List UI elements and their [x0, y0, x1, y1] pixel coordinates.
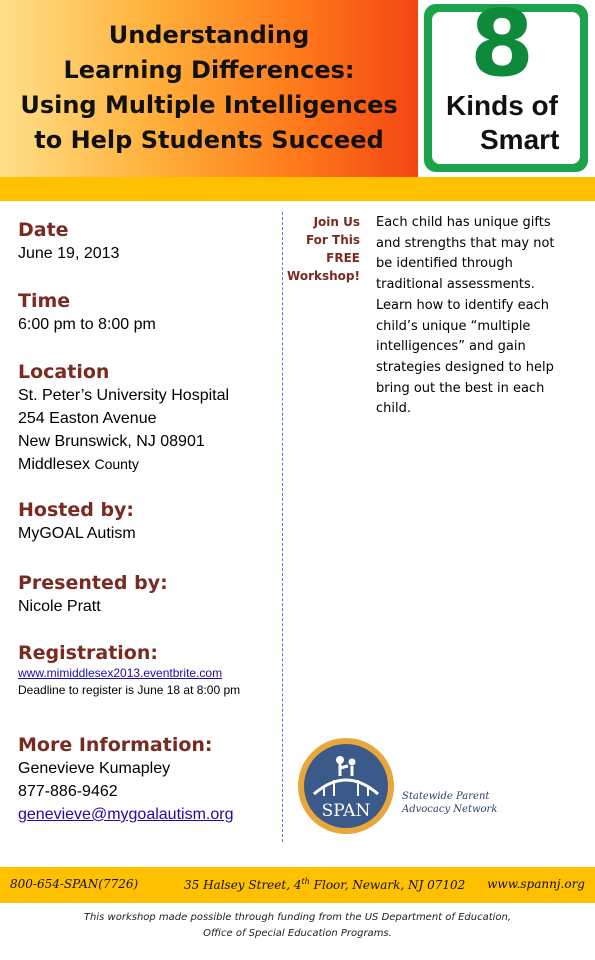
span-name-line1: Statewide Parent — [402, 791, 490, 802]
registration-section — [18, 641, 280, 699]
title-line: to Help Students Succeed — [34, 126, 384, 154]
join-line: For This — [305, 233, 360, 247]
footer-phone: 800-654-SPAN(7726) — [10, 877, 139, 891]
top-divider-band — [0, 177, 595, 201]
span-name-line2: Advocacy Network — [402, 804, 498, 815]
location-line: St. Peter’s University Hospital — [18, 387, 230, 404]
contact-footer — [0, 867, 595, 903]
kinds-of-smart-logo — [418, 0, 595, 177]
time-value: 6:00 pm to 8:00 pm — [18, 316, 156, 333]
presented-label: Presented by: — [18, 572, 168, 594]
join-callout — [284, 213, 360, 285]
date-value: June 19, 2013 — [18, 245, 120, 262]
location-section — [18, 360, 280, 476]
location-county — [18, 453, 280, 476]
workshop-description: Each child has unique gifts and strengths that may not be identified through traditional assessments. Learn how to identify each child’s unique “multiple intelligences” and gain strategies designed to help bring out the best in each child. — [376, 215, 555, 417]
presented-section — [18, 571, 280, 618]
hosted-label: Hosted by: — [18, 499, 135, 521]
date-section — [18, 218, 280, 265]
location-line: New Brunswick, NJ 08901 — [18, 433, 205, 450]
registration-deadline: Deadline to register is June 18 at 8:00 pm — [18, 683, 241, 697]
span-logo-icon — [296, 736, 396, 836]
join-line: Join Us — [313, 215, 360, 229]
logo-text-line2: Smart — [480, 124, 560, 155]
join-line: Workshop! — [287, 269, 360, 283]
date-label: Date — [18, 219, 69, 241]
event-details — [18, 218, 280, 826]
contact-name: Genevieve Kumapley — [18, 760, 171, 777]
registration-label: Registration: — [18, 642, 158, 664]
funding-line1: This workshop made possible through funding from the US Department of Education, — [83, 912, 512, 923]
title-line: Understanding — [108, 21, 310, 49]
logo-text-line1: Kinds of — [446, 90, 558, 121]
funding-line2: Office of Special Education Programs. — [203, 928, 392, 939]
hosted-value: MyGOAL Autism — [18, 525, 136, 542]
time-label: Time — [18, 290, 71, 312]
hosted-section — [18, 498, 280, 545]
column-divider — [282, 212, 283, 842]
presenter-name: Nicole Pratt — [18, 598, 101, 615]
footer-website[interactable]: www.spannj.org — [487, 877, 585, 891]
county-name: Middlesex — [18, 456, 91, 473]
contact-email[interactable]: genevieve@mygoalautism.org — [18, 806, 234, 823]
logo-number: 8 — [470, 0, 535, 97]
registration-link[interactable]: www.mimiddlesex2013.eventbrite.com — [18, 666, 223, 680]
time-section — [18, 289, 280, 336]
span-logo-text: SPAN — [321, 801, 371, 821]
funding-note — [0, 910, 595, 942]
county-word: County — [94, 456, 139, 472]
span-name — [402, 790, 497, 816]
more-info-section — [18, 733, 280, 826]
more-info-label: More Information: — [18, 734, 213, 756]
footer-address: 35 Halsey Street, 4th Floor, Newark, NJ 07102 — [184, 877, 466, 892]
title-line: Learning Differences: — [63, 56, 355, 84]
location-line: 254 Easton Avenue — [18, 410, 157, 427]
title-line: Using Multiple Intelligences — [20, 91, 398, 119]
location-label: Location — [18, 361, 110, 383]
contact-phone: 877-886-9462 — [18, 783, 118, 800]
flyer-title — [0, 18, 418, 158]
join-line: FREE — [326, 251, 360, 265]
